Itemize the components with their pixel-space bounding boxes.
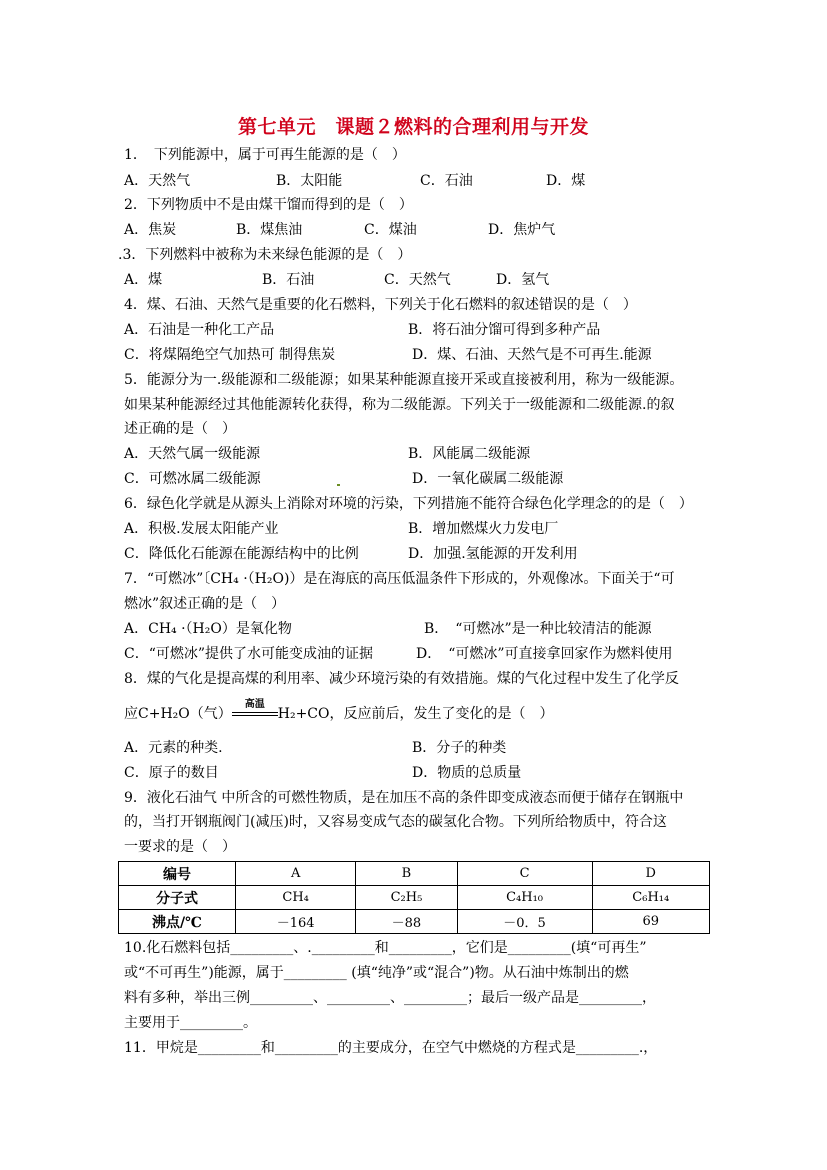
q1-option-b: B．太阳能 bbox=[276, 173, 343, 189]
q1-option-a: A．天然气 bbox=[124, 173, 191, 189]
table-cell: C₆H₁₄ bbox=[592, 886, 710, 910]
q8-option-a: A．元素的种类. bbox=[124, 740, 223, 756]
page-title: 第七单元 课题２燃料的合理利用与开发 bbox=[237, 116, 589, 138]
question-9-line-1: 9．液化石油气 中所含的可燃性物质，是在加压不高的条件即变成液态而便于储存在钢瓶中 bbox=[124, 790, 684, 806]
q7-option-c: C．“可燃冰”提供了水可能变成油的证据 bbox=[124, 646, 374, 662]
q5-option-c: C．可燃冰属二级能源 bbox=[124, 471, 261, 487]
q3-option-d: D．氢气 bbox=[496, 272, 550, 288]
table-cell: CH₄ bbox=[236, 886, 356, 910]
q2-option-d: D．焦炉气 bbox=[488, 222, 556, 238]
q2-option-a: A．焦炭 bbox=[124, 222, 177, 238]
table-cell: －0．5 bbox=[457, 910, 592, 934]
q8-option-d: D．物质的总质量 bbox=[412, 765, 522, 781]
table-row bbox=[119, 862, 710, 886]
q3-option-b: B．石油 bbox=[262, 272, 315, 288]
q6-option-d: D．加强.氢能源的开发利用 bbox=[408, 546, 578, 562]
question-4: 4．煤、石油、天然气是重要的化石燃料，下列关于化石燃料的叙述错误的是（ ） bbox=[124, 297, 637, 313]
q4-option-b: B．将石油分馏可得到多种产品 bbox=[408, 322, 601, 338]
question-6: 6．绿色化学就是从源头上消除对环境的污染，下列措施不能符合绿色化学理念的的是（ ） bbox=[124, 496, 693, 512]
table-header-cell: B bbox=[356, 862, 457, 886]
table-row-label: 分子式 bbox=[119, 886, 236, 910]
table-cell: C₂H₅ bbox=[356, 886, 457, 910]
q5-option-d: D．一氧化碳属二级能源 bbox=[412, 471, 564, 487]
q7-option-a: A．CH₄ ·（H₂O）是氧化物 bbox=[124, 621, 292, 637]
equation-right: H₂+CO，反应前后，发生了变化的是（ ） bbox=[277, 706, 554, 722]
q6-option-b: B．增加燃煤火力发电厂 bbox=[408, 521, 559, 537]
table-cell: 69 bbox=[592, 910, 710, 934]
table-cell: －164 bbox=[236, 910, 356, 934]
q4-option-d: D．煤、石油、天然气是不可再生.能源 bbox=[412, 347, 652, 363]
question-9-line-2: 的，当打开钢瓶阀门(减压)时，又容易变成气态的碳氢化合物。下列所给物质中，符合这 bbox=[124, 814, 667, 830]
q3-option-c: C．天然气 bbox=[384, 272, 451, 288]
q5-option-a: A．天然气属一级能源 bbox=[124, 446, 261, 462]
q7-option-d: D． “可燃冰”可直接拿回家作为燃料使用 bbox=[416, 646, 673, 662]
q4-option-a: A．石油是一种化工产品 bbox=[124, 322, 275, 338]
q1-option-d: D．煤 bbox=[546, 173, 586, 189]
question-7-line-2: 燃冰”叙述正确的是（ ） bbox=[124, 596, 286, 612]
table-header-cell: C bbox=[457, 862, 592, 886]
table-cell: C₄H₁₀ bbox=[457, 886, 592, 910]
boiling-point-table bbox=[118, 861, 710, 934]
question-7-line-1: 7．“可燃冰”〔CH₄ ·（H₂O)）是在海底的高压低温条件下形成的，外观像冰。下面关于“可 bbox=[124, 571, 675, 587]
chemical-equation bbox=[124, 699, 554, 723]
q3-option-a: A．煤 bbox=[124, 272, 163, 288]
question-3: .3．下列燃料中被称为未来绿色能源的是（ ） bbox=[118, 247, 412, 263]
equation-condition: 高温 bbox=[244, 699, 265, 710]
table-row bbox=[119, 886, 710, 910]
question-8-line-1: 8．煤的气化是提高煤的利用率、减少环境污染的有效措施。煤的气化过程中发生了化学反 bbox=[124, 671, 679, 687]
question-5-line-3: 述正确的是（ ） bbox=[124, 421, 236, 437]
q7-option-b: B． “可燃冰”是一种比较清洁的能源 bbox=[424, 621, 652, 637]
question-5-line-2: 如果某种能源经过其他能源转化获得，称为二级能源。下列关于一级能源和二级能源.的叙 bbox=[124, 397, 675, 413]
q8-option-c: C．原子的数目 bbox=[124, 765, 219, 781]
q1-option-c: C．石油 bbox=[420, 173, 473, 189]
question-10-line-3: 料有多种，举出三例_________、_________、_________；最后一级产品是_________， bbox=[124, 990, 656, 1006]
question-10-line-4: 主要用于_________。 bbox=[124, 1015, 257, 1031]
q2-option-c: C．煤油 bbox=[364, 222, 417, 238]
q6-option-c: C．降低化石能源在能源结构中的比例 bbox=[124, 546, 359, 562]
table-header-cell: D bbox=[592, 862, 710, 886]
equation-arrow bbox=[232, 699, 278, 723]
equation-left: 应C+H₂O（气） bbox=[124, 706, 232, 722]
question-5-line-1: 5．能源分为一.级能源和二级能源；如果某种能源直接开采或直接被利用，称为一级能源。 bbox=[124, 372, 684, 388]
q8-option-b: B．分子的种类 bbox=[412, 740, 507, 756]
question-11-line-1: 11．甲烷是_________和_________的主要成分，在空气中燃烧的方程式是_________.， bbox=[124, 1040, 658, 1056]
question-1: 1． 下列能源中，属于可再生能源的是（ ） bbox=[124, 147, 406, 163]
question-10-line-2: 或“不可再生”)能源，属于_________ (填“纯净”或“混合”)物。从石油中炼制出的燃 bbox=[124, 965, 629, 981]
table-row-label: 沸点/℃ bbox=[119, 910, 236, 934]
q2-option-b: B．煤焦油 bbox=[236, 222, 303, 238]
q6-option-a: A．积极.发展太阳能产业 bbox=[124, 521, 279, 537]
question-2: 2．下列物质中不是由煤干馏而得到的是（ ） bbox=[124, 197, 413, 213]
stray-mark bbox=[337, 484, 340, 486]
table-row bbox=[119, 910, 710, 934]
table-header-cell: 编号 bbox=[119, 862, 236, 886]
question-9-line-3: 一要求的是（ ） bbox=[124, 839, 236, 855]
table-cell: －88 bbox=[356, 910, 457, 934]
table-header-cell: A bbox=[236, 862, 356, 886]
q4-option-c: C．将煤隔绝空气加热可 制得焦炭 bbox=[124, 347, 336, 363]
question-10-line-1: 10.化石燃料包括_________、._________和_________，它们是_________(填“可再生” bbox=[124, 940, 647, 956]
q5-option-b: B．风能属二级能源 bbox=[408, 446, 531, 462]
